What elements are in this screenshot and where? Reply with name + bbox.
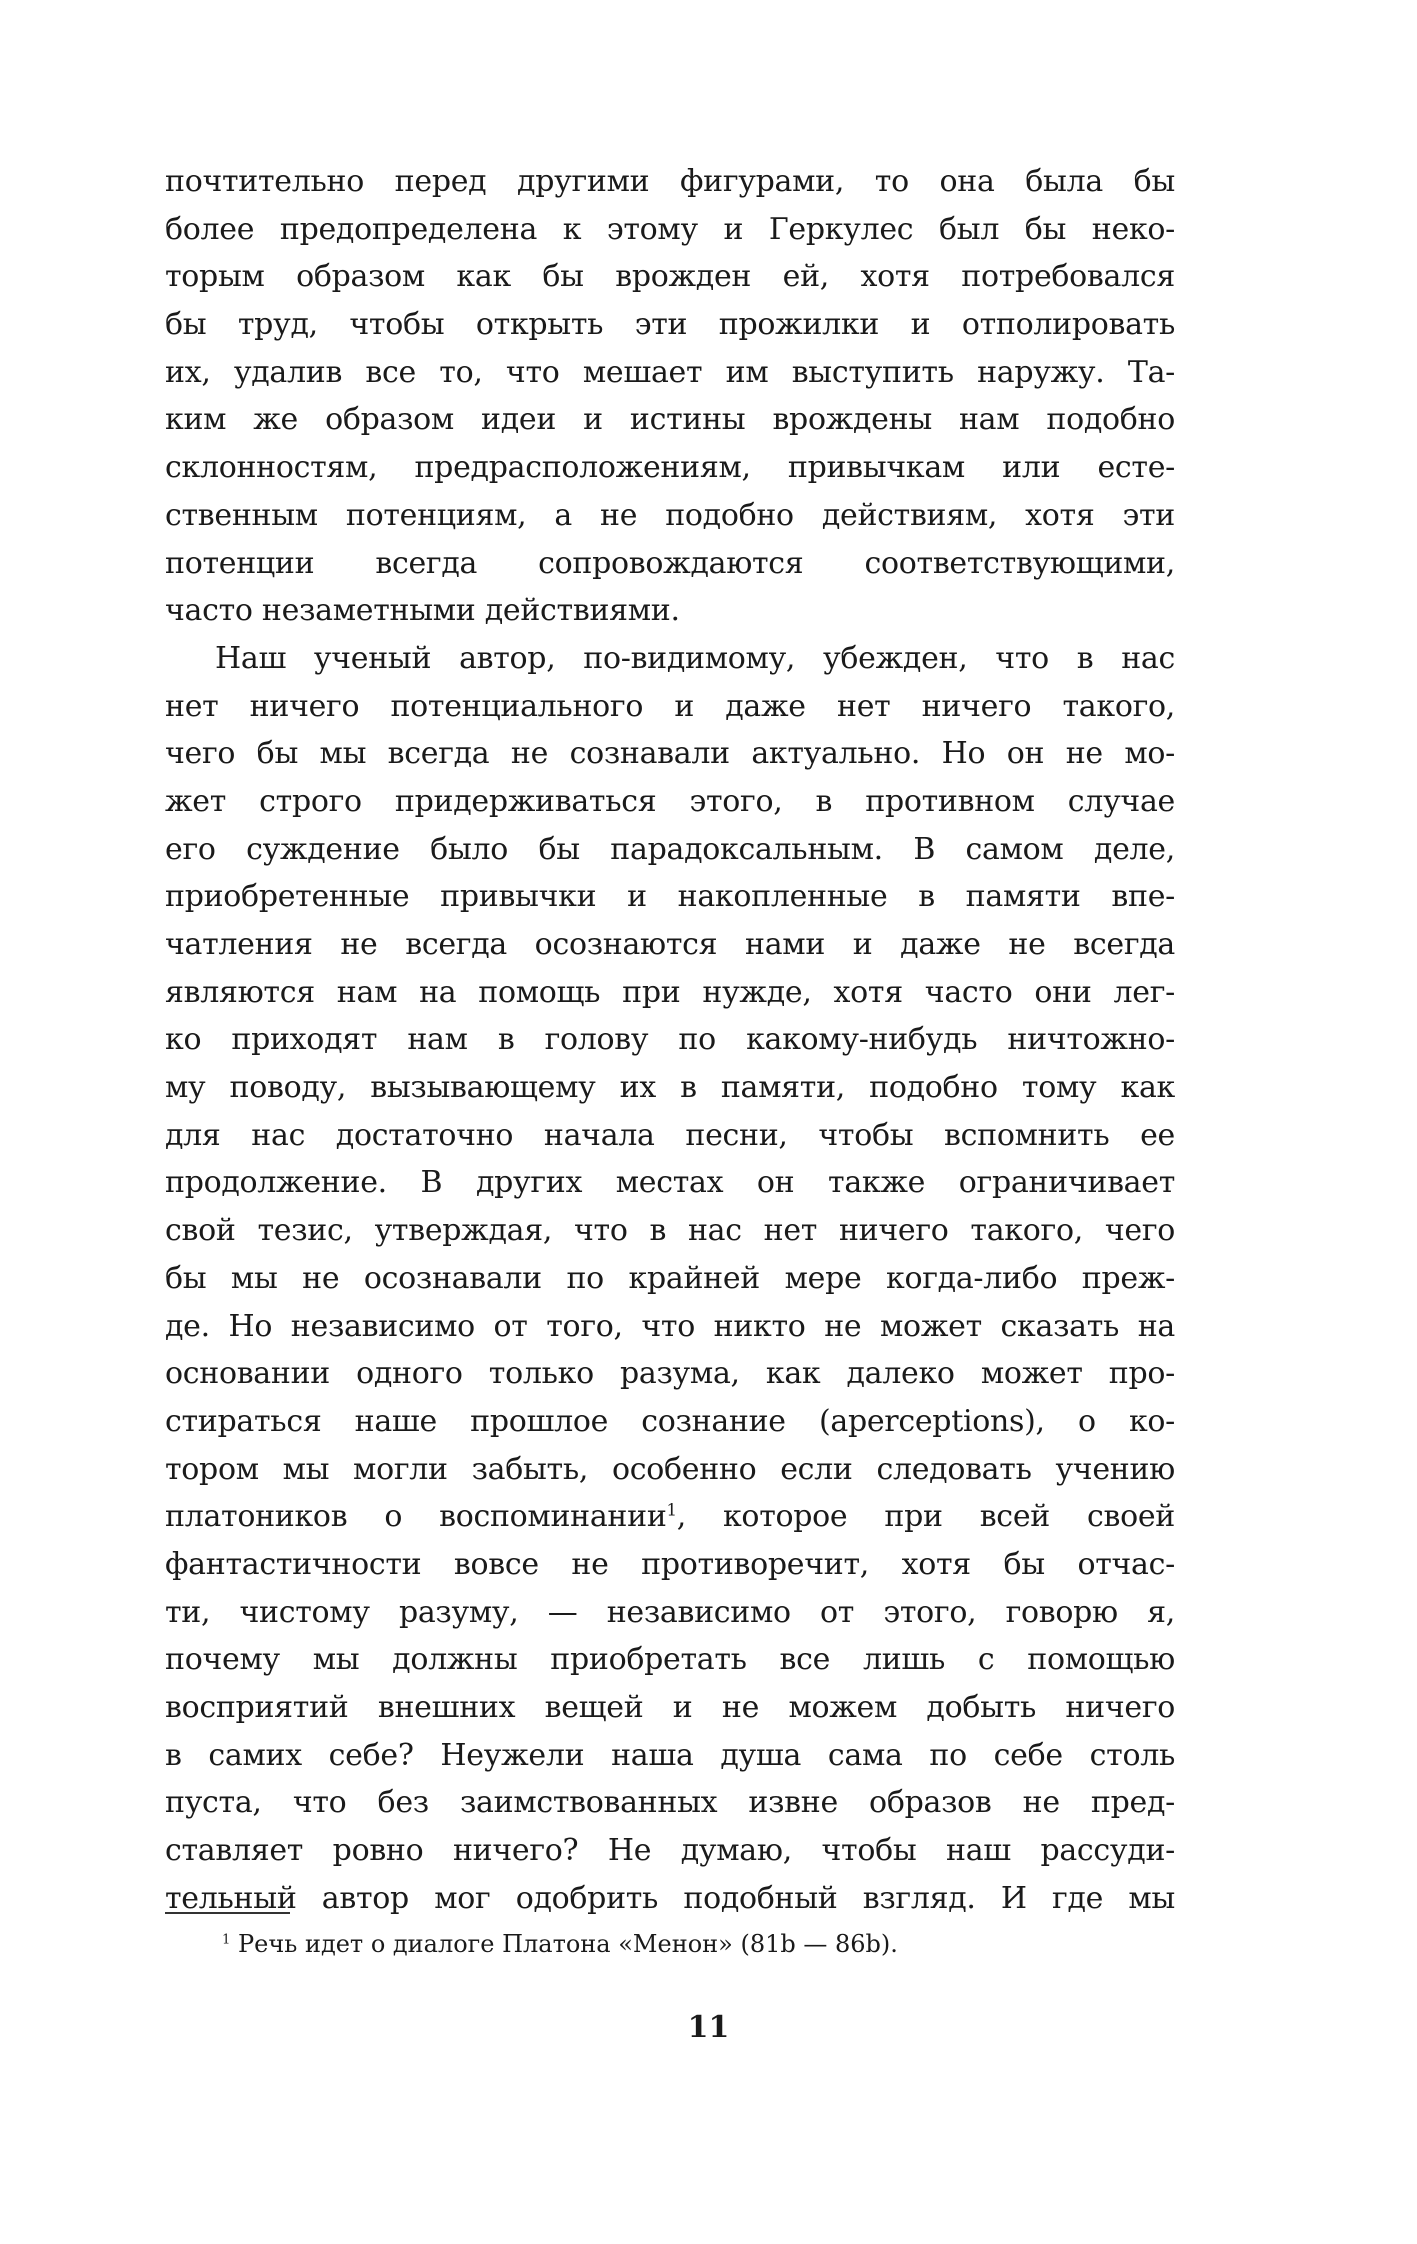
text-line: часто незаметными действиями. [165,593,680,629]
text-line: торым образом как бы врожден ей, хотя потребовался [165,259,1175,295]
page-number: 11 [687,2010,730,2045]
text-line: бы труд, чтобы открыть эти прожилки и отполировать [165,307,1175,343]
text-line: нет ничего потенциального и даже нет ничего такого, [165,688,1175,724]
footnote-divider [165,1912,290,1914]
text-line: ти, чистому разуму, — независимо от этого, говорю я, [165,1594,1175,1630]
text-line: его суждение было бы парадоксальным. В самом деле, [165,831,1175,867]
text-line: являются нам на помощь при нужде, хотя часто они лег- [165,974,1175,1010]
text-line: ким же образом идеи и истины врождены нам подобно [165,402,1175,438]
text-line: бы мы не осознавали по крайней мере когда-либо преж- [165,1260,1175,1296]
text-line: тельный автор мог одобрить подобный взгляд. И где мы [165,1880,1175,1916]
text-line: более предопределена к этому и Геркулес был бы неко- [165,211,1175,247]
text-line: их, удалив все то, что мешает им выступить наружу. Та- [165,354,1175,390]
text-line: пуста, что без заимствованных извне образов не пред- [165,1785,1175,1821]
text-line: де. Но независимо от того, что никто не может сказать на [165,1308,1175,1344]
footnote-text: Речь идет о диалоге Платона «Менон» (81b — 86b). [238,1930,898,1958]
text-line: восприятий внешних вещей и не можем добыть ничего [165,1690,1175,1725]
text-line: продолжение. В других местах он также ограничивает [165,1165,1175,1201]
text-line: свой тезис, утверждая, что в нас нет ничего такого, чего [165,1213,1175,1249]
text-line: в самих себе? Неужели наша душа сама по себе столь [165,1737,1175,1773]
text-line: ко приходят нам в голову по какому-нибудь ничтожно- [165,1022,1175,1058]
text-segment: , которое при всей своей [676,1499,1175,1535]
text-line: чатления не всегда осознаются нами и даже не всегда [165,927,1175,962]
text-segment: платоников о воспоминании [165,1499,667,1535]
text-line: стираться наше прошлое сознание (aperceptions), о ко- [165,1403,1175,1439]
footnote-reference: 1 [666,1500,677,1520]
text-line: склонностям, предрасположениям, привычкам или есте- [165,450,1175,486]
text-line: приобретенные привычки и накопленные в памяти впе- [165,879,1175,915]
text-line: основании одного только разума, как далеко может про- [165,1356,1175,1392]
body-text [165,158,1175,1922]
text-line: ственным потенциям, а не подобно действиям, хотя эти [165,497,1175,533]
footnote-mark: 1 [222,1932,231,1948]
text-line: му поводу, вызывающему их в памяти, подобно тому как [165,1070,1175,1106]
text-line: тором мы могли забыть, особенно если следовать учению [165,1451,1175,1487]
text-line: Наш ученый автор, по-видимому, убежден, что в нас [215,640,1175,676]
text-line: жет строго придерживаться этого, в противном случае [165,783,1175,819]
text-line [165,1493,1175,1541]
text-line: чего бы мы всегда не сознавали актуально. Но он не мо- [165,736,1175,772]
footnote [222,1924,898,1964]
text-line: почему мы должны приобретать все лишь с помощью [165,1642,1175,1678]
text-line: для нас достаточно начала песни, чтобы вспомнить ее [165,1117,1175,1153]
text-line: фантастичности вовсе не противоречит, хотя бы отчас- [165,1546,1175,1582]
text-line: потенции всегда сопровождаются соответствующими, [165,545,1175,581]
text-line: почтительно перед другими фигурами, то она была бы [165,164,1175,199]
text-line: ставляет ровно ничего? Не думаю, чтобы наш рассуди- [165,1833,1175,1869]
